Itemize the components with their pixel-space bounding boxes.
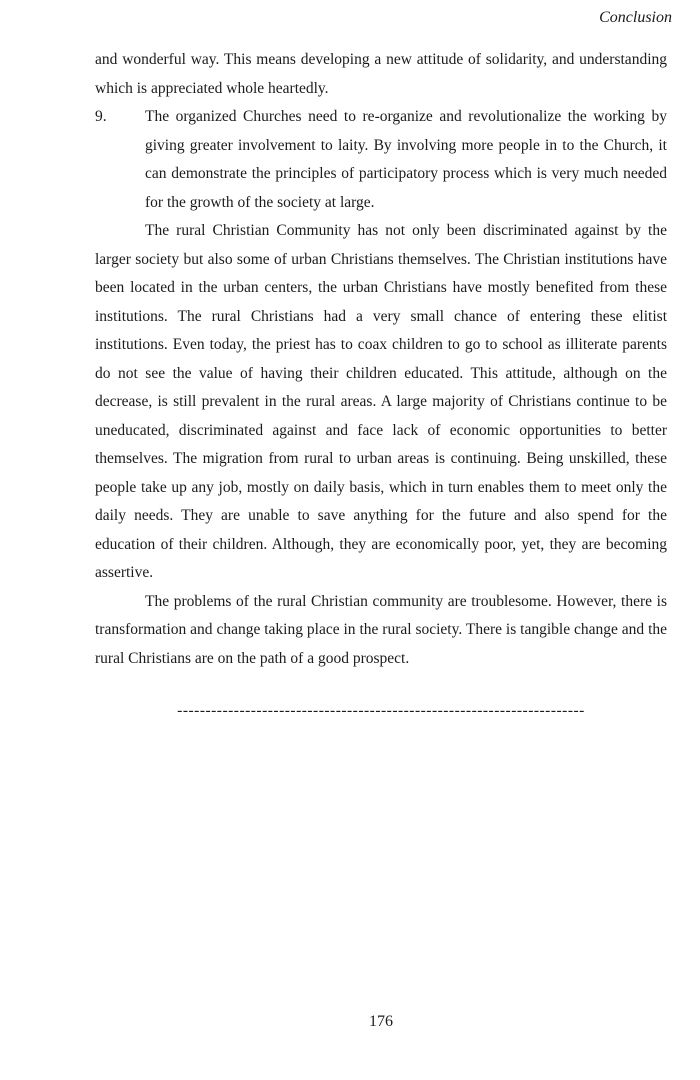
page-number: 176: [369, 1013, 393, 1030]
paragraph-problems-transformation: The problems of the rural Christian community are troublesome. However, there is transformation and change taking place in the rural society. There is tangible change and the rural Christians are on the path of a good prospect.: [95, 592, 667, 667]
list-item-9: [95, 103, 667, 217]
running-header: Conclusion: [599, 9, 672, 26]
page-body: [95, 46, 667, 726]
list-item-9-text: The organized Churches need to re-organize and revolutionalize the working by giving greater involvement to laity. By involving more people in to the Church, it can demonstrate the principles of participatory process which is very much needed for the growth of the society at large.: [145, 108, 667, 211]
dashed-separator: ------------------------------------------------------------------------: [177, 702, 585, 719]
list-item-9-number: 9.: [95, 108, 107, 125]
list-item-8-continuation: and wonderful way. This means developing a new attitude of solidarity, and understanding which is appreciated whole heartedly.: [95, 51, 667, 97]
paragraph-rural-christian-community: The rural Christian Community has not only been discriminated against by the larger society but also some of urban Christians themselves. The Christian institutions have been located in the urban centers, the urban Christians have mostly benefited from these institutions. The rural Christians had a very small chance of entering these elitist institutions. Even today, the priest has to coax children to go to school as illiterate parents do not see the value of having their children educated. This attitude, although on the decrease, is still prevalent in the rural areas. A large majority of Christians continue to be uneducated, discriminated against and face lack of economic opportunities to better themselves. The migration from rural to urban areas is continuing. Being unskilled, these people take up any job, mostly on daily basis, which in turn enables them to meet only the daily needs. They are unable to save anything for the future and also spend for the education of their children. Although, they are economically poor, yet, they are becoming assertive.: [95, 222, 667, 581]
